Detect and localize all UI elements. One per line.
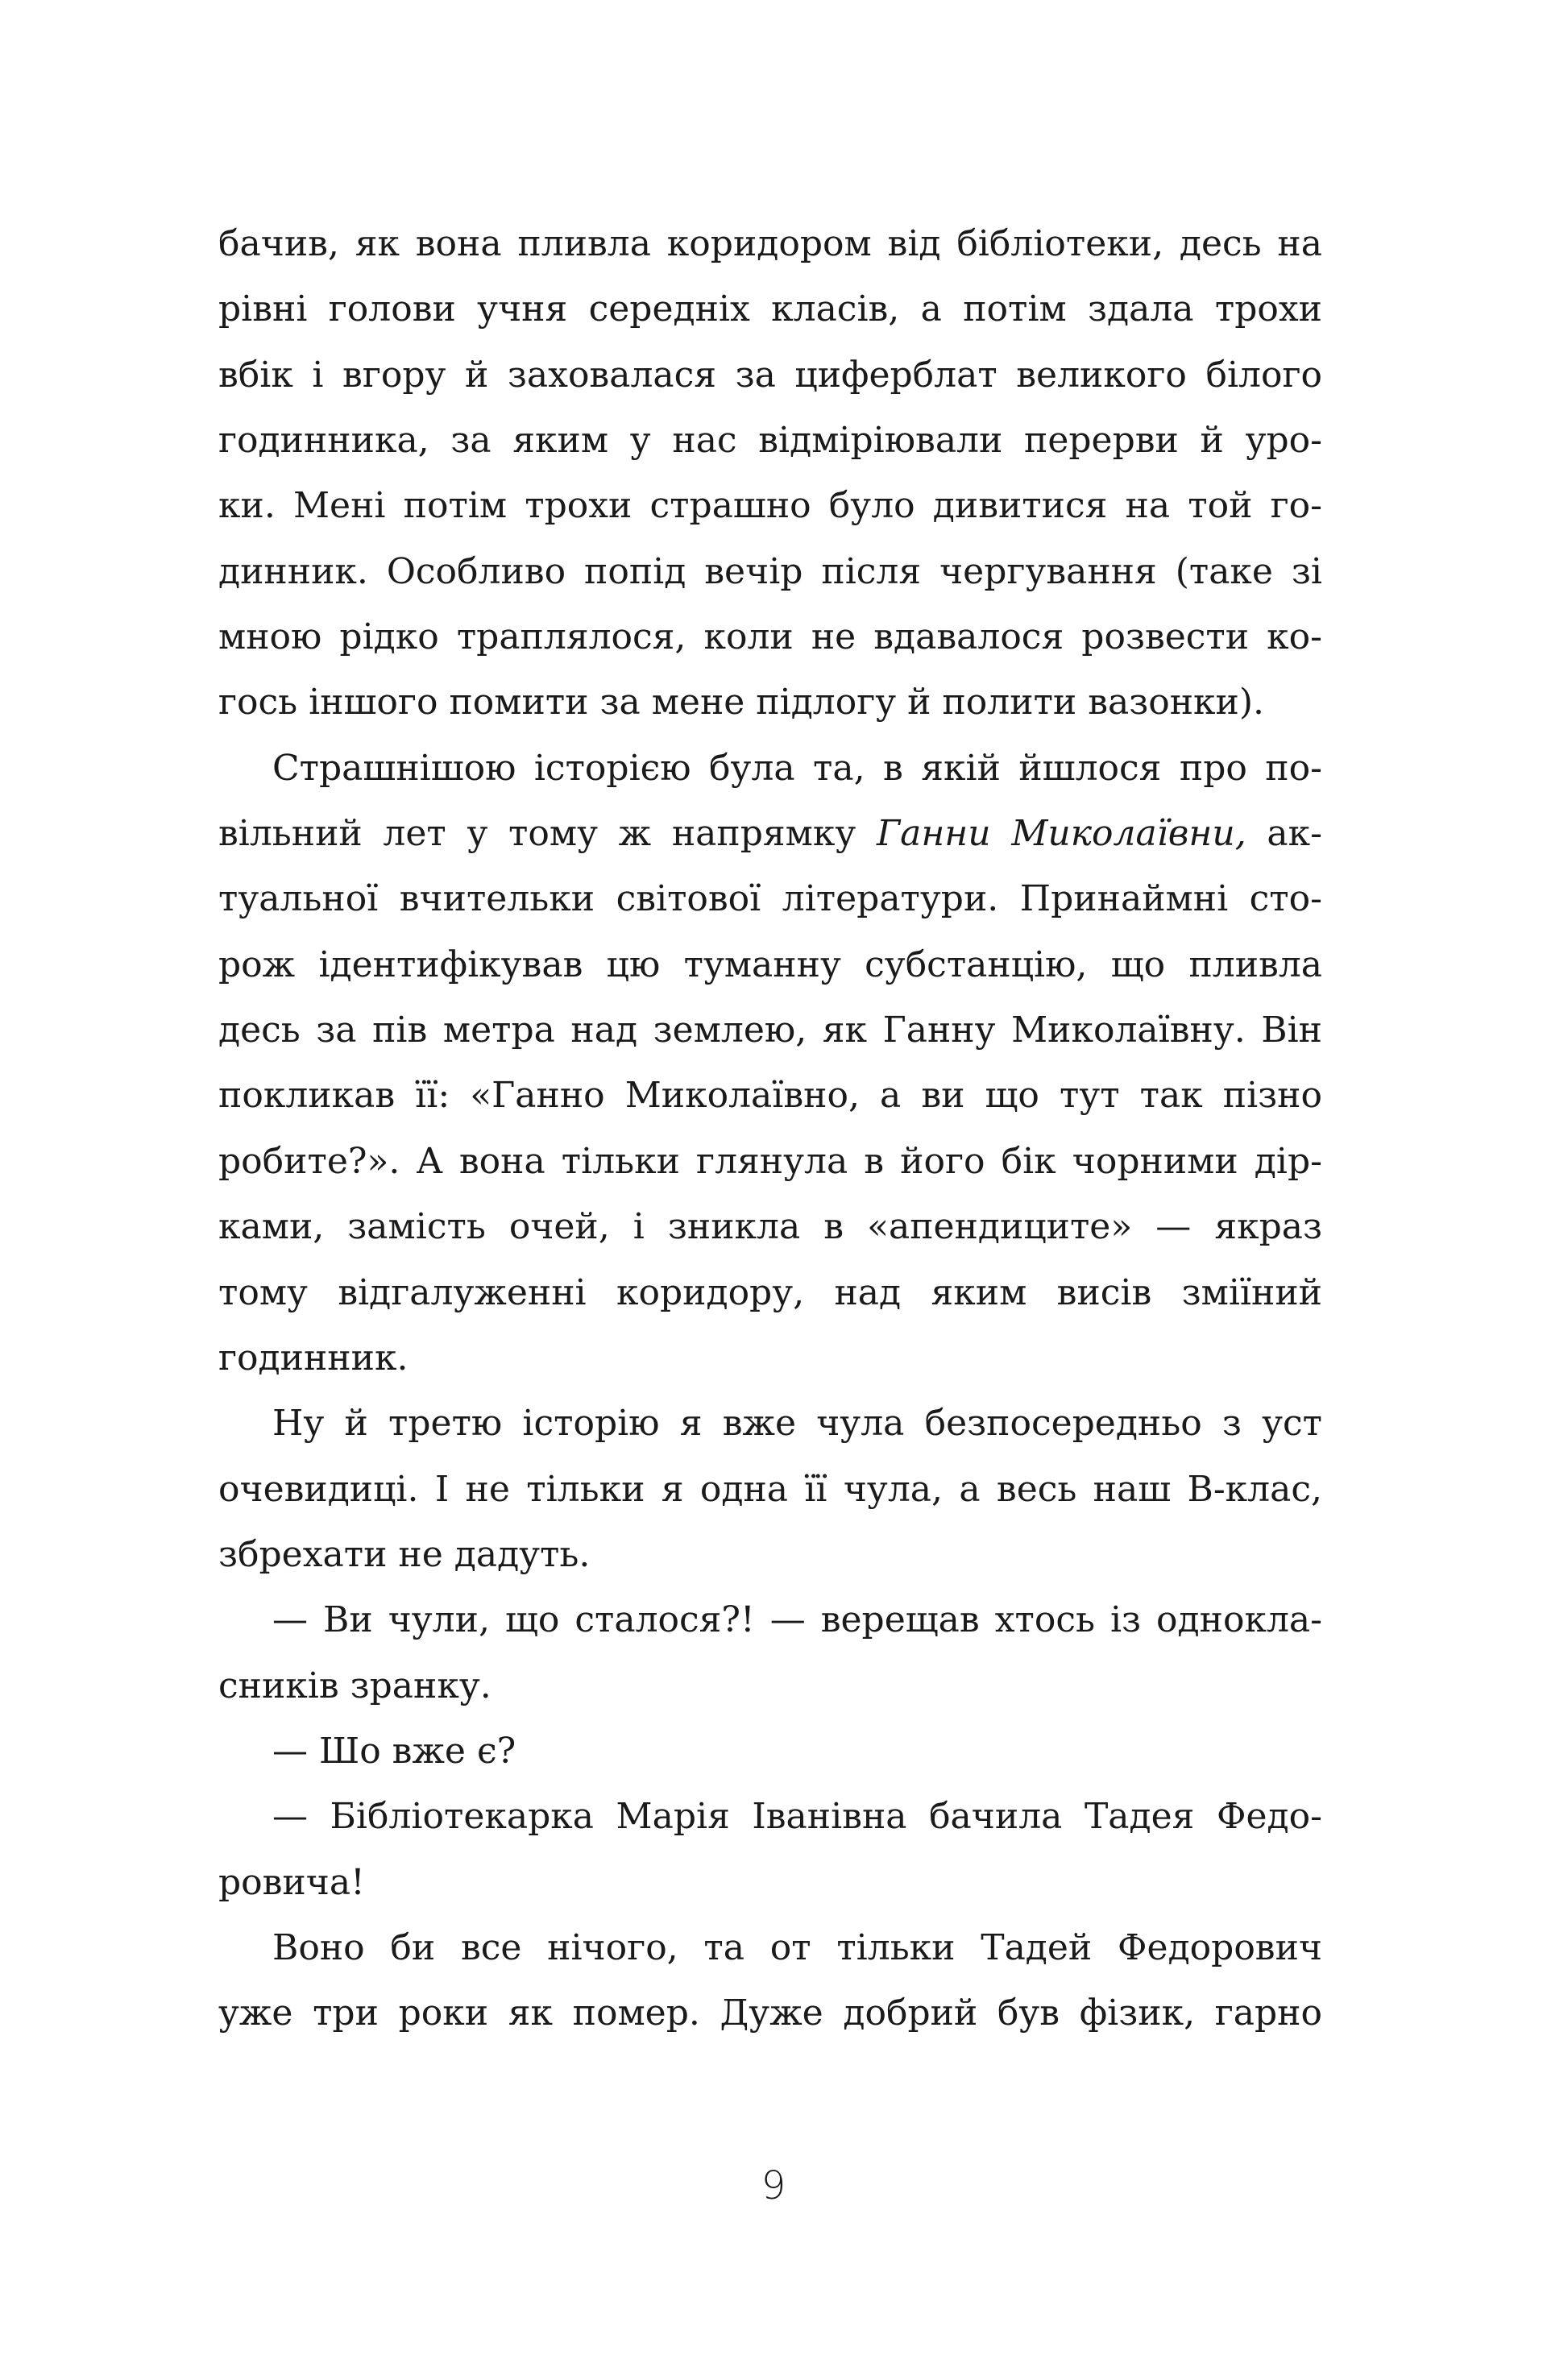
text-line: рож ідентифікував цю туманну субстанцію, що пливла [218,943,1322,985]
page-number: 9 [761,2163,786,2208]
text-line: уже три роки як помер. Дуже добрий був фізик, гарно [218,1992,1322,2034]
text-line: Ну й третю історію я вже чула безпосередньо з уст [272,1403,1322,1445]
text-line [218,801,1322,866]
text-line: динник. Особливо попід вечір після чергування (таке зі [218,550,1322,592]
text-fragment: вільний лет у тому ж напрямку [218,813,877,855]
text-line: годинник. [218,1337,409,1379]
text-line: ками, замість очей, і зникла в «апендиците» — якраз [218,1206,1322,1248]
body-text [218,211,1322,2046]
text-line: — Бібліотекарка Марія Іванівна бачила Тадея Федо- [272,1796,1322,1838]
text-line: годинника, за яким у нас відміріювали перерви й уро- [218,420,1322,462]
text-line: бачив, як вона пливла коридором від бібліотеки, десь на [218,223,1322,264]
italic-name: Ганни Миколаївни, [876,813,1246,855]
text-line: тому відгалуженні коридору, над яким висів зміїний [218,1271,1322,1313]
text-line: — Шо вже є? [272,1730,516,1772]
text-line: очевидиці. І не тільки я одна її чула, а весь наш В-клас, [218,1468,1322,1510]
text-line: ки. Мені потім трохи страшно було дивитися на той го- [218,485,1322,527]
text-line: Воно би все нічого, та от тільки Тадей Федорович [272,1926,1322,1968]
text-line: десь за пів метра над землею, як Ганну Миколаївну. Він [218,1010,1322,1051]
text-line: Страшнішою історією була та, в якій йшлося про по- [272,747,1322,789]
text-line: ровича! [218,1861,365,1903]
text-fragment: ак- [1246,813,1323,855]
text-line: гось іншого помити за мене підлогу й полити вазонки). [218,682,1265,724]
text-line: покликав її: «Ганно Миколаївно, а ви що тут так пізно [218,1075,1322,1117]
text-line: збрехати не дадуть. [218,1533,591,1575]
text-line: рівні голови учня середніх класів, а потім здала трохи [218,288,1322,330]
text-line: мною рідко траплялося, коли не вдавалося розвести ко- [218,616,1322,658]
text-line: вбік і вгору й заховалася за циферблат великого білого [218,354,1322,396]
text-line: туальної вчительки світової літератури. Принаймні сто- [218,878,1322,920]
text-line: — Ви чули, що сталося?! — верещав хтось із однокла- [272,1599,1322,1641]
text-line: робите?». А вона тільки глянула в його бік чорними дір- [218,1140,1322,1182]
text-line: сників зранку. [218,1665,491,1706]
